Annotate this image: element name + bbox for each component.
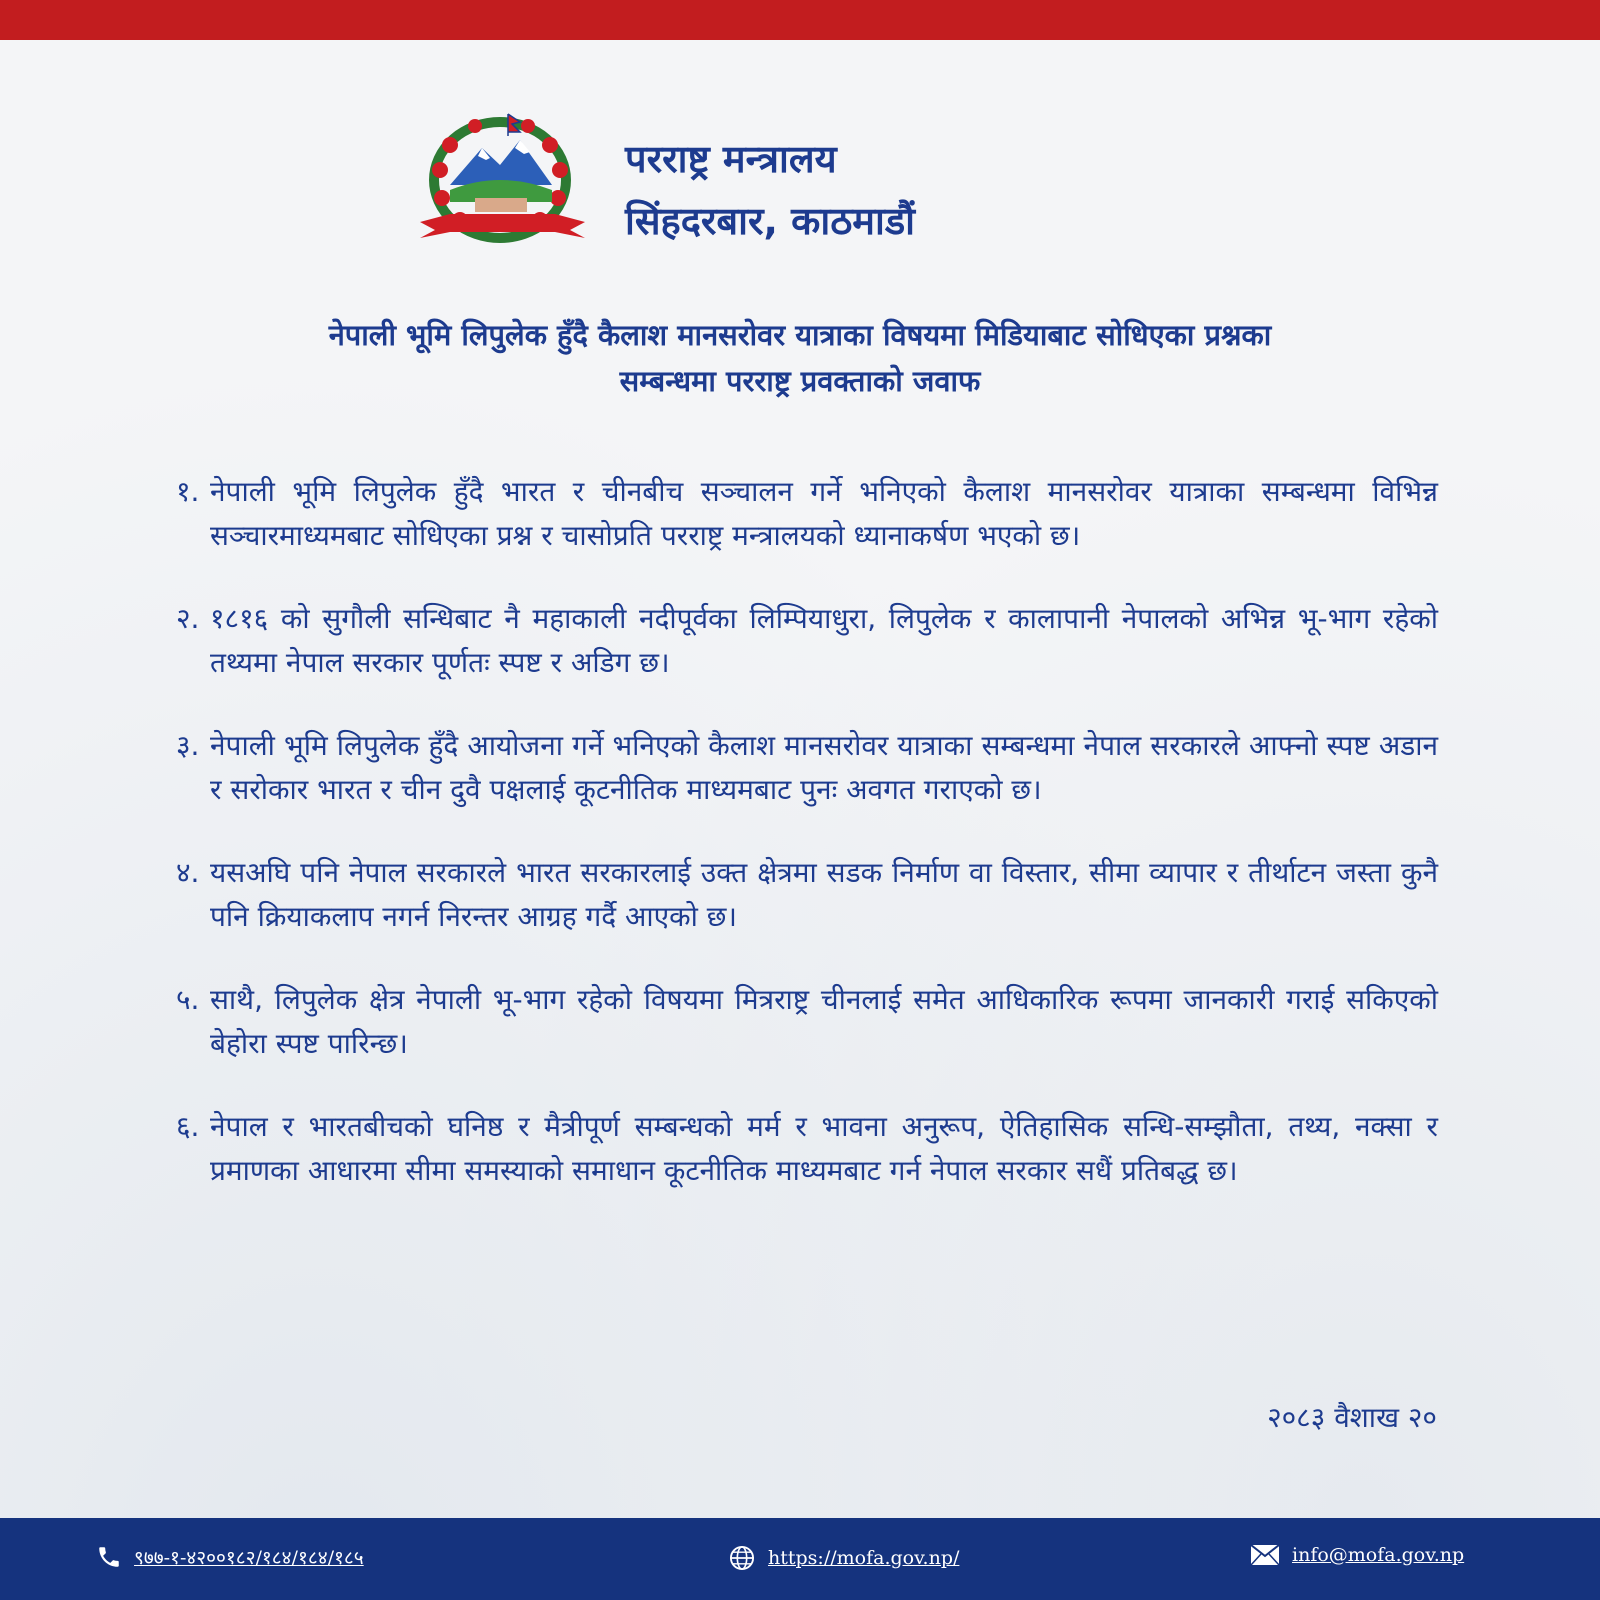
point-number: २. <box>176 602 200 635</box>
ministry-line-1: परराष्ट्र मन्त्रालय <box>625 137 837 181</box>
top-red-bar <box>0 0 1600 40</box>
point-text: नेपाली भूमि लिपुलेक हुँदै आयोजना गर्ने भनिएको कैलाश मानसरोवर यात्राका सम्बन्धमा नेपाल सरकारले आफ्नो स्पष्ट अडान र सरोकार भारत र चीन दुवै पक्षलाई कूटनीतिक माध्यमबाट पुनः अवगत गराएको छ। <box>210 729 1438 806</box>
email-link[interactable]: info@mofa.gov.np <box>1292 1544 1465 1566</box>
statement-points <box>176 470 1438 1232</box>
point-6 <box>176 1105 1438 1193</box>
phone-number: ९७७-१-४२००१८२/१८४/१८४/१८५ <box>134 1547 364 1569</box>
point-2 <box>176 597 1438 685</box>
point-text: १८१६ को सुगौली सन्धिबाट नै महाकाली नदीपूर्वका लिम्पियाधुरा, लिपुलेक र कालापानी नेपालको अभिन्न भू-भाग रहेको तथ्यमा नेपाल सरकार पूर्णतः स्पष्ट र अडिग छ। <box>210 602 1438 679</box>
letterhead <box>420 110 1120 250</box>
point-3 <box>176 724 1438 812</box>
point-text: साथै, लिपुलेक क्षेत्र नेपाली भू-भाग रहेको विषयमा मित्रराष्ट्र चीनलाई समेत आधिकारिक रूपमा जानकारी गराई सकिएको बेहोरा स्पष्ट पारिन्छ। <box>210 983 1438 1060</box>
ministry-line-2: सिंहदरबार, काठमाडौं <box>625 199 916 243</box>
title-line-1: नेपाली भूमि लिपुलेक हुँदै कैलाश मानसरोवर यात्राका विषयमा मिडियाबाट सोधिएका प्रश्नका <box>328 318 1272 352</box>
point-number: १. <box>176 475 200 508</box>
point-text: नेपाल र भारतबीचको घनिष्ठ र मैत्रीपूर्ण सम्बन्धको मर्म र भावना अनुरूप, ऐतिहासिक सन्धि-सम्झौता, तथ्य, नक्सा र प्रमाणका आधारमा सीमा समस्याको समाधान कूटनीतिक माध्यमबाट गर्न नेपाल सरकार सधैं प्रतिबद्ध छ। <box>210 1110 1438 1187</box>
phone-icon <box>96 1544 122 1570</box>
nepal-emblem-icon <box>420 110 585 245</box>
ministry-name <box>625 128 915 252</box>
point-text: यसअघि पनि नेपाल सरकारले भारत सरकारलाई उक्त क्षेत्रमा सडक निर्माण वा विस्तार, सीमा व्यापार र तीर्थाटन जस्ता कुनै पनि क्रियाकलाप नगर्न निरन्तर आग्रह गर्दै आएको छ। <box>210 856 1438 933</box>
document-title <box>150 312 1450 404</box>
footer-website[interactable] <box>728 1544 959 1572</box>
footer-email[interactable] <box>1250 1544 1464 1566</box>
title-line-2: सम्बन्धमा परराष्ट्र प्रवक्ताको जवाफ <box>619 364 981 398</box>
point-number: ६. <box>176 1110 200 1143</box>
point-4 <box>176 851 1438 939</box>
website-link[interactable]: https://mofa.gov.np/ <box>768 1547 960 1569</box>
envelope-icon <box>1250 1544 1280 1566</box>
point-text: नेपाली भूमि लिपुलेक हुँदै भारत र चीनबीच सञ्चालन गर्ने भनिएको कैलाश मानसरोवर यात्राका सम्बन्धमा विभिन्न सञ्चारमाध्यमबाट सोधिएका प्रश्न र चासोप्रति परराष्ट्र मन्त्रालयको ध्यानाकर्षण भएको छ। <box>210 475 1438 552</box>
point-1 <box>176 470 1438 558</box>
point-number: ५. <box>176 983 200 1016</box>
point-number: ३. <box>176 729 200 762</box>
footer-bar <box>0 1518 1600 1600</box>
document-date: २०८३ वैशाख २० <box>1267 1401 1437 1434</box>
point-5 <box>176 978 1438 1066</box>
footer-phone[interactable] <box>96 1544 364 1570</box>
point-number: ४. <box>176 856 200 889</box>
globe-icon <box>728 1544 756 1572</box>
